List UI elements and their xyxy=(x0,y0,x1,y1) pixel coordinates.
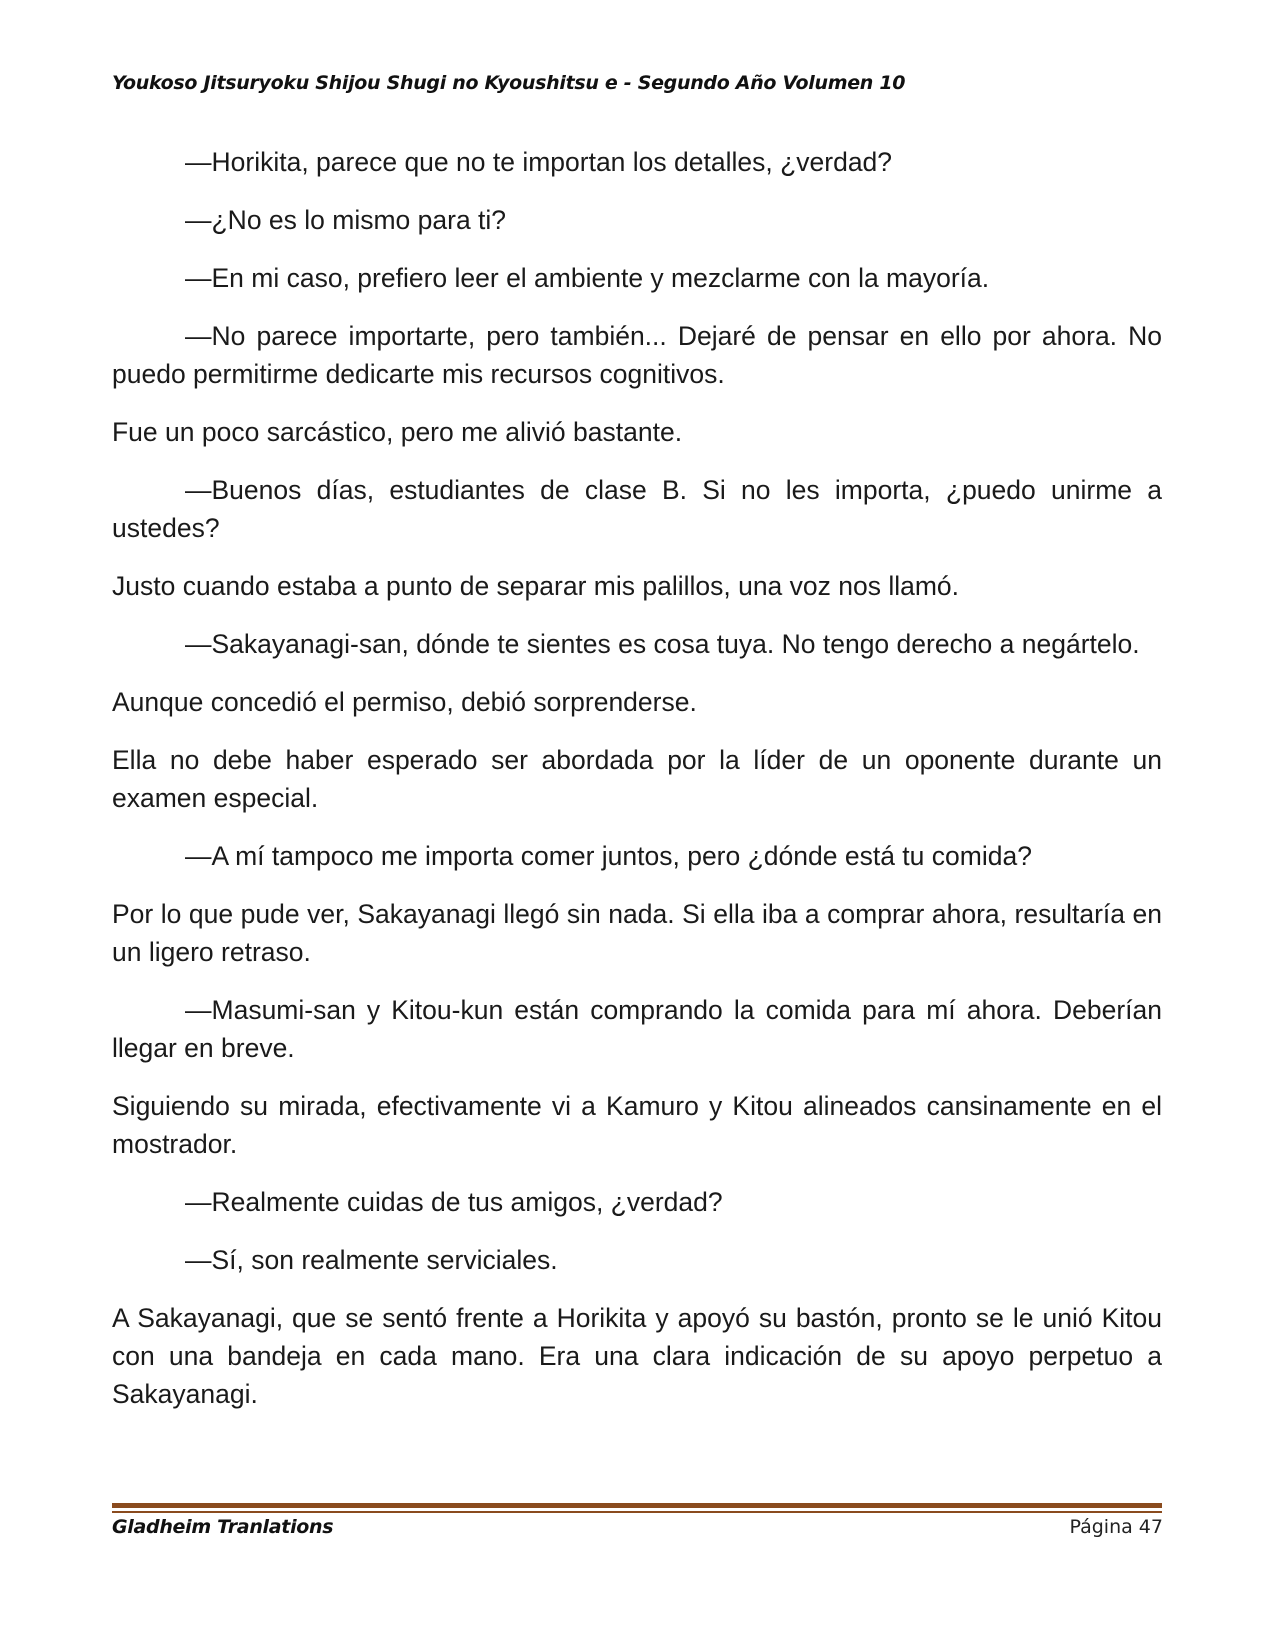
page-header-title: Youkoso Jitsuryoku Shijou Shugi no Kyoushitsu e - Segundo Año Volumen 10 xyxy=(112,72,906,94)
footer-divider-thick xyxy=(112,1503,1162,1508)
paragraph-12: Por lo que pude ver, Sakayanagi llegó sin nada. Si ella iba a comprar ahora, resultaría en un ligero retraso. xyxy=(112,899,1162,967)
paragraph-17: A Sakayanagi, que se sentó frente a Horikita y apoyó su bastón, pronto se le unió Kitou con una bandeja en cada mano. Era una clara indicación de su apoyo perpetuo a Sakayanagi. xyxy=(112,1303,1162,1409)
paragraph-8: —Sakayanagi-san, dónde te sientes es cosa tuya. No tengo derecho a negártelo. xyxy=(185,629,1140,659)
paragraph-11: —A mí tampoco me importa comer juntos, pero ¿dónde está tu comida? xyxy=(185,841,1032,871)
paragraph-2: —¿No es lo mismo para ti? xyxy=(185,205,507,235)
paragraph-10: Ella no debe haber esperado ser abordada por la líder de un oponente durante un examen especial. xyxy=(112,745,1162,813)
paragraph-4: —No parece importarte, pero también... Dejaré de pensar en ello por ahora. No puedo permitirme dedicarte mis recursos cognitivos. xyxy=(112,321,1162,389)
paragraph-1: —Horikita, parece que no te importan los detalles, ¿verdad? xyxy=(185,147,893,177)
paragraph-13: —Masumi-san y Kitou-kun están comprando la comida para mí ahora. Deberían llegar en breve. xyxy=(112,995,1162,1063)
paragraph-14: Siguiendo su mirada, efectivamente vi a Kamuro y Kitou alineados cansinamente en el mostrador. xyxy=(112,1091,1162,1159)
paragraph-5: Fue un poco sarcástico, pero me alivió bastante. xyxy=(112,417,683,447)
paragraph-9: Aunque concedió el permiso, debió sorprenderse. xyxy=(112,687,697,717)
footer-page-number: Página 47 xyxy=(1069,1516,1163,1538)
paragraph-3: —En mi caso, prefiero leer el ambiente y mezclarme con la mayoría. xyxy=(185,263,990,293)
paragraph-16: —Sí, son realmente serviciales. xyxy=(185,1245,558,1275)
footer-divider-thin xyxy=(112,1511,1162,1513)
paragraph-15: —Realmente cuidas de tus amigos, ¿verdad? xyxy=(185,1187,723,1217)
paragraph-7: Justo cuando estaba a punto de separar mis palillos, una voz nos llamó. xyxy=(112,571,960,601)
paragraph-6: —Buenos días, estudiantes de clase B. Si no les importa, ¿puedo unirme a ustedes? xyxy=(112,475,1162,543)
footer-publisher: Gladheim Tranlations xyxy=(112,1516,334,1538)
page-body xyxy=(112,143,1162,1433)
